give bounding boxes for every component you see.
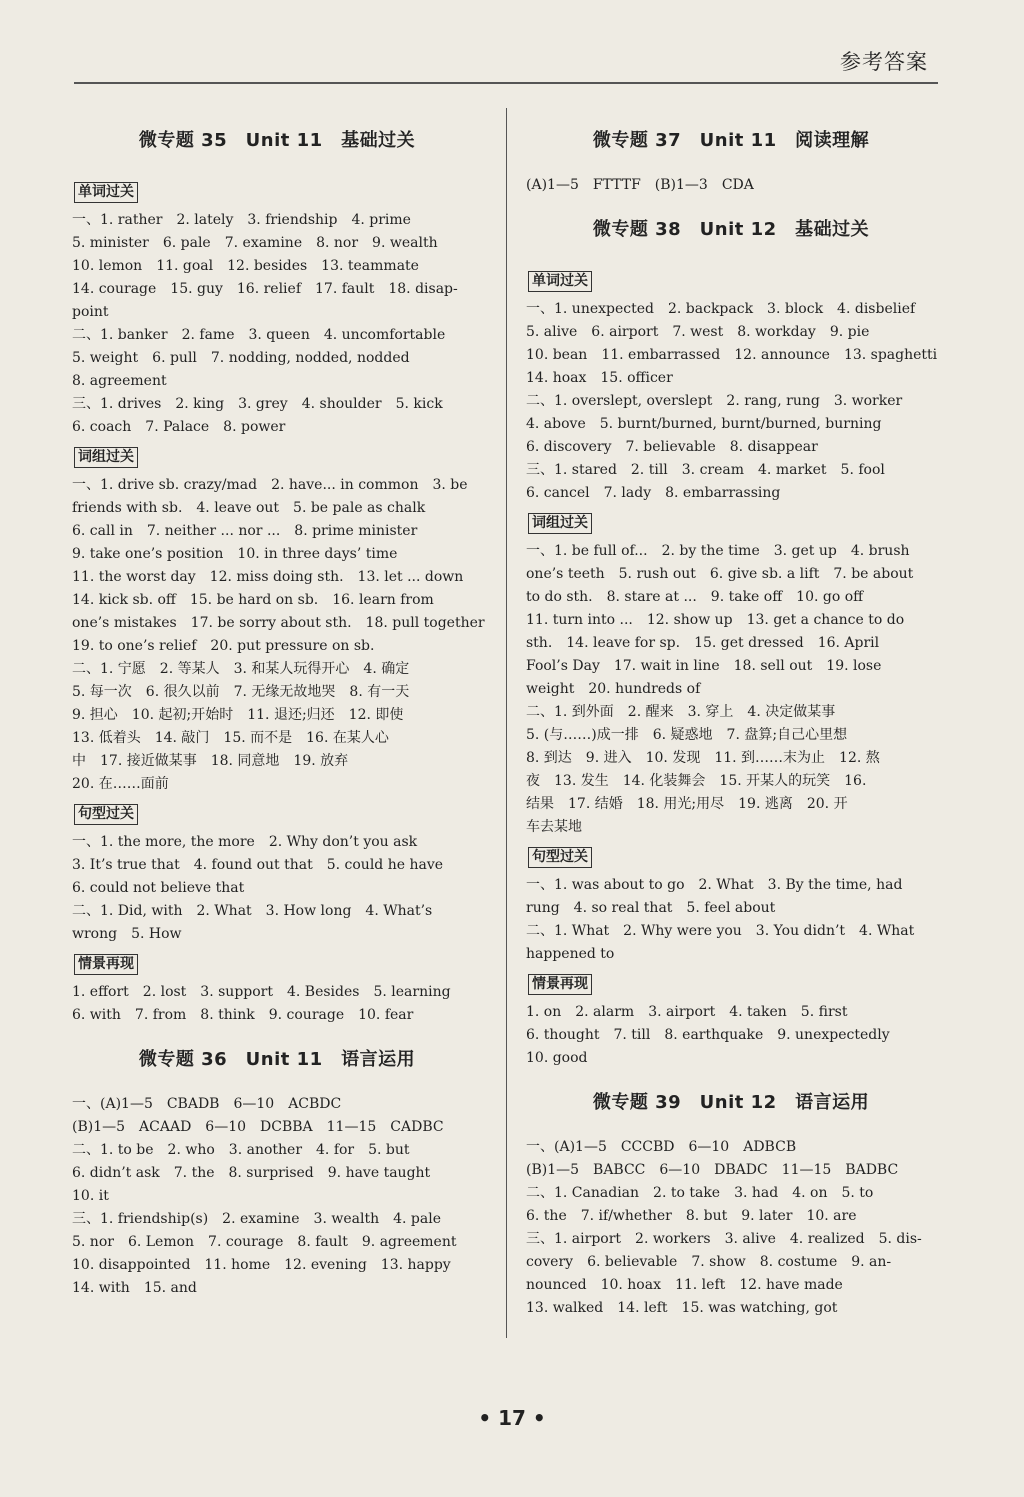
answer-line: 二、1. banker 2. fame 3. queen 4. uncomfortable [72, 327, 446, 343]
answer-line: 三、1. friendship(s) 2. examine 3. wealth 4. pale [72, 1211, 441, 1227]
answer-line: to do sth. 8. stare at ... 9. take off 10. go off [526, 589, 864, 605]
answer-line: happened to [526, 946, 615, 962]
answer-line: 三、1. drives 2. king 3. grey 4. shoulder 5. kick [72, 396, 443, 412]
answer-line: 车去某地 [526, 819, 582, 835]
answer-line: 5. minister 6. pale 7. examine 8. nor 9. wealth [72, 235, 438, 251]
section-tag: 情景再现 [528, 974, 592, 995]
section-tag: 词组过关 [74, 447, 138, 468]
answer-line: 二、1. 宁愿 2. 等某人 3. 和某人玩得开心 4. 确定 [72, 661, 410, 677]
answer-line: 3. It’s true that 4. found out that 5. could he have [72, 857, 444, 873]
tag-row [522, 505, 940, 540]
tag-row [68, 946, 486, 981]
right-column [522, 118, 940, 1320]
answer-line: (A)1—5 FTTTF (B)1—3 CDA [526, 177, 754, 193]
answer-line: 一、1. rather 2. lately 3. friendship 4. prime [72, 212, 411, 228]
answer-line: 二、1. to be 2. who 3. another 4. for 5. but [72, 1142, 410, 1158]
section-tag: 句型过关 [74, 804, 138, 825]
answer-line: 6. call in 7. neither ... nor ... 8. prime minister [72, 523, 418, 539]
answer-line: 14. with 15. and [72, 1280, 197, 1296]
answer-line: 8. 到达 9. 进入 10. 发现 11. 到……末为止 12. 熬 [526, 750, 880, 766]
answer-line: 5. (与……)成一排 6. 疑惑地 7. 盘算;自己心里想 [526, 727, 848, 743]
answer-line: 20. 在……面前 [72, 776, 169, 792]
answer-line: 14. kick sb. off 15. be hard on sb. 16. learn from [72, 592, 434, 608]
answer-line: 5. nor 6. Lemon 7. courage 8. fault 9. agreement [72, 1234, 457, 1250]
answer-line: 三、1. airport 2. workers 3. alive 4. realized 5. dis- [526, 1231, 922, 1247]
answer-line: (B)1—5 BABCC 6—10 DBADC 11—15 BADBC [526, 1162, 899, 1178]
answer-line: 三、1. stared 2. till 3. cream 4. market 5. fool [526, 462, 885, 478]
answer-line: friends with sb. 4. leave out 5. be pale as chalk [72, 500, 426, 516]
section-tag: 句型过关 [528, 847, 592, 868]
answer-line: 二、1. overslept, overslept 2. rang, rung 3. worker [526, 393, 903, 409]
answer-line: 10. lemon 11. goal 12. besides 13. teammate [72, 258, 419, 274]
section-title: 微专题 35 Unit 11 基础过关 [138, 130, 416, 151]
answer-line: 10. bean 11. embarrassed 12. announce 13. spaghetti [526, 347, 938, 363]
answer-line: 二、1. Did, with 2. What 3. How long 4. What’s [72, 903, 433, 919]
answer-line: 6. discovery 7. believable 8. disappear [526, 439, 818, 455]
section-tag: 单词过关 [74, 182, 138, 203]
answer-line: 二、1. Canadian 2. to take 3. had 4. on 5. to [526, 1185, 874, 1201]
answer-line: 6. thought 7. till 8. earthquake 9. unexpectedly [526, 1027, 890, 1043]
section-tag: 情景再现 [74, 954, 138, 975]
answer-line: 结果 17. 结婚 18. 用光;用尽 19. 逃离 20. 开 [526, 796, 848, 812]
answer-line: 一、(A)1—5 CBADB 6—10 ACBDC [72, 1096, 342, 1112]
answer-line: 6. could not believe that [72, 880, 245, 896]
tag-row [522, 263, 940, 298]
answer-line: 10. disappointed 11. home 12. evening 13. happy [72, 1257, 451, 1273]
answer-line: Fool’s Day 17. wait in line 18. sell out 19. lose [526, 658, 882, 674]
tag-row [68, 439, 486, 474]
answer-line: 1. on 2. alarm 3. airport 4. taken 5. first [526, 1004, 848, 1020]
answer-line: 6. coach 7. Palace 8. power [72, 419, 286, 435]
answer-line: 5. alive 6. airport 7. west 8. workday 9. pie [526, 324, 870, 340]
tag-row [522, 966, 940, 1001]
answer-line: 9. take one’s position 10. in three days’ time [72, 546, 398, 562]
answer-line: 6. with 7. from 8. think 9. courage 10. fear [72, 1007, 414, 1023]
answer-line: 13. walked 14. left 15. was watching, got [526, 1300, 838, 1316]
answer-line: 一、1. drive sb. crazy/mad 2. have... in common 3. be [72, 477, 468, 493]
answer-line: 6. the 7. if/whether 8. but 9. later 10. are [526, 1208, 857, 1224]
section-tag: 词组过关 [528, 513, 592, 534]
page-number: • 17 • [478, 1406, 546, 1430]
answer-line: 夜 13. 发生 14. 化装舞会 15. 开某人的玩笑 16. [526, 773, 867, 789]
tag-row [68, 174, 486, 209]
section-tag: 单词过关 [528, 271, 592, 292]
tag-row [68, 796, 486, 831]
answer-line: nounced 10. hoax 11. left 12. have made [526, 1277, 843, 1293]
answer-line: 8. agreement [72, 373, 167, 389]
tag-row [522, 839, 940, 874]
answer-line: 1. effort 2. lost 3. support 4. Besides 5. learning [72, 984, 451, 1000]
answer-line: rung 4. so real that 5. feel about [526, 900, 776, 916]
answer-line: 一、1. the more, the more 2. Why don’t you ask [72, 834, 418, 850]
answer-line: 一、1. be full of... 2. by the time 3. get up 4. brush [526, 543, 910, 559]
answer-line: 11. turn into ... 12. show up 13. get a chance to do [526, 612, 905, 628]
answer-line: 14. courage 15. guy 16. relief 17. fault 18. disap- [72, 281, 458, 297]
answer-line: one’s teeth 5. rush out 6. give sb. a lift 7. be about [526, 566, 914, 582]
answer-line: 一、1. was about to go 2. What 3. By the time, had [526, 877, 903, 893]
section-title: 微专题 39 Unit 12 语言运用 [592, 1092, 870, 1113]
answer-line: 二、1. What 2. Why were you 3. You didn’t 4. What [526, 923, 915, 939]
column-divider [506, 108, 507, 1338]
answer-line: 二、1. 到外面 2. 醒来 3. 穿上 4. 决定做某事 [526, 704, 836, 720]
answer-line: 13. 低着头 14. 敲门 15. 而不是 16. 在某人心 [72, 730, 389, 746]
answer-line: 一、1. unexpected 2. backpack 3. block 4. disbelief [526, 301, 916, 317]
answer-line: 14. hoax 15. officer [526, 370, 673, 386]
page-header-title: 参考答案 [840, 50, 928, 74]
answer-line: 4. above 5. burnt/burned, burnt/burned, burning [526, 416, 882, 432]
section-title: 微专题 37 Unit 11 阅读理解 [592, 130, 870, 151]
answer-line: 10. good [526, 1050, 588, 1066]
left-column [68, 118, 486, 1300]
answer-line: 一、(A)1—5 CCCBD 6—10 ADBCB [526, 1139, 797, 1155]
answer-line: 6. didn’t ask 7. the 8. surprised 9. have taught [72, 1165, 431, 1181]
answer-line: 6. cancel 7. lady 8. embarrassing [526, 485, 781, 501]
answer-line: 中 17. 接近做某事 18. 同意地 19. 放弃 [72, 753, 349, 769]
answer-line: 11. the worst day 12. miss doing sth. 13. let ... down [72, 569, 464, 585]
answer-line: 19. to one’s relief 20. put pressure on sb. [72, 638, 375, 654]
answer-line: 5. weight 6. pull 7. nodding, nodded, nodded [72, 350, 410, 366]
answer-line: covery 6. believable 7. show 8. costume 9. an- [526, 1254, 892, 1270]
answer-line: 9. 担心 10. 起初;开始时 11. 退还;归还 12. 即使 [72, 707, 404, 723]
answer-line: sth. 14. leave for sp. 15. get dressed 16. April [526, 635, 880, 651]
answer-line: weight 20. hundreds of [526, 681, 701, 697]
answer-line: (B)1—5 ACAAD 6—10 DCBBA 11—15 CADBC [72, 1119, 444, 1135]
section-title: 微专题 36 Unit 11 语言运用 [138, 1049, 416, 1070]
section-title: 微专题 38 Unit 12 基础过关 [592, 219, 870, 240]
answer-line: 5. 每一次 6. 很久以前 7. 无缘无故地哭 8. 有一天 [72, 684, 410, 700]
answer-line: one’s mistakes 17. be sorry about sth. 18. pull together [72, 615, 485, 631]
header-divider [74, 82, 938, 84]
answer-line: wrong 5. How [72, 926, 182, 942]
answer-line: point [72, 304, 109, 320]
answer-line: 10. it [72, 1188, 109, 1204]
